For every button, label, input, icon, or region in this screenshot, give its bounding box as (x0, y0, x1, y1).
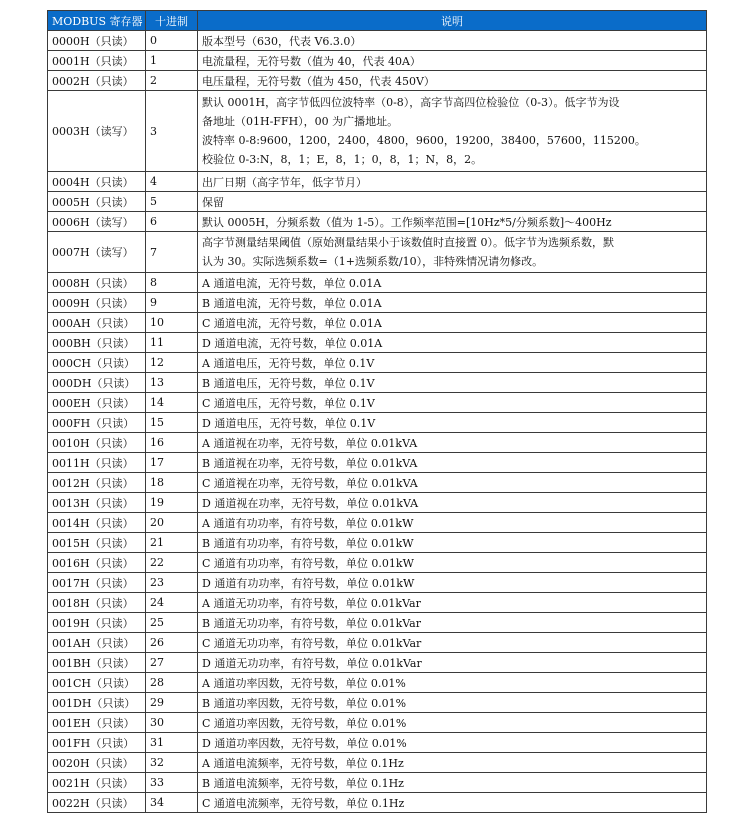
description-cell (198, 553, 707, 573)
table-row (48, 353, 707, 373)
register-address: 0016H（只读） (48, 553, 146, 573)
table-row (48, 413, 707, 433)
decimal-value: 25 (146, 613, 198, 633)
description-line: 校验位 0-3:N，8，1；E，8，1；0，8，1；N，8，2。 (202, 153, 483, 166)
table-body (48, 31, 707, 813)
register-address: 001CH（只读） (48, 673, 146, 693)
description-line: A 通道电压，无符号数，单位 0.1V (202, 356, 375, 370)
description-cell (198, 413, 707, 433)
decimal-value: 3 (146, 91, 198, 172)
decimal-value: 27 (146, 653, 198, 673)
header-description: 说明 (198, 11, 707, 31)
description-cell (198, 293, 707, 313)
description-line: 版本型号（630，代表 V6.3.0） (202, 34, 362, 48)
description-cell (198, 393, 707, 413)
description-cell (198, 313, 707, 333)
register-address: 0021H（只读） (48, 773, 146, 793)
register-address: 0014H（只读） (48, 513, 146, 533)
table-row (48, 493, 707, 513)
table-row (48, 212, 707, 232)
register-address: 000CH（只读） (48, 353, 146, 373)
decimal-value: 26 (146, 633, 198, 653)
table-row (48, 793, 707, 813)
description-cell (198, 493, 707, 513)
decimal-value: 28 (146, 673, 198, 693)
table-row (48, 653, 707, 673)
header-decimal: 十进制 (146, 11, 198, 31)
register-address: 0020H（只读） (48, 753, 146, 773)
description-line: D 通道视在功率，无符号数，单位 0.01kVA (202, 496, 419, 510)
register-address: 000FH（只读） (48, 413, 146, 433)
decimal-value: 1 (146, 51, 198, 71)
register-address: 0015H（只读） (48, 533, 146, 553)
decimal-value: 14 (146, 393, 198, 413)
register-address: 0007H（读写） (48, 232, 146, 273)
table-row (48, 473, 707, 493)
table-row (48, 513, 707, 533)
description-line: 出厂日期（高字节年，低字节月） (202, 175, 367, 189)
register-address: 0009H（只读） (48, 293, 146, 313)
register-table-container (47, 10, 706, 813)
description-line: D 通道有功功率，有符号数，单位 0.01kW (202, 576, 415, 590)
description-cell (198, 713, 707, 733)
description-cell (198, 793, 707, 813)
register-address: 0012H（只读） (48, 473, 146, 493)
decimal-value: 16 (146, 433, 198, 453)
description-line: B 通道无功功率，有符号数，单位 0.01kVar (202, 616, 421, 630)
description-cell (198, 453, 707, 473)
description-line: C 通道视在功率，无符号数，单位 0.01kVA (202, 476, 418, 490)
description-line: B 通道电压，无符号数，单位 0.1V (202, 376, 375, 390)
description-line: D 通道功率因数，无符号数，单位 0.01% (202, 736, 407, 750)
decimal-value: 29 (146, 693, 198, 713)
description-line: B 通道功率因数，无符号数，单位 0.01% (202, 696, 407, 710)
table-row (48, 293, 707, 313)
description-cell (198, 693, 707, 713)
table-row (48, 533, 707, 553)
description-cell (198, 573, 707, 593)
description-line: A 通道功率因数，无符号数，单位 0.01% (202, 676, 406, 690)
decimal-value: 2 (146, 71, 198, 91)
decimal-value: 33 (146, 773, 198, 793)
description-line: C 通道电流频率，无符号数，单位 0.1Hz (202, 796, 405, 810)
description-line: B 通道视在功率，无符号数，单位 0.01kVA (202, 456, 418, 470)
description-line: C 通道功率因数，无符号数，单位 0.01% (202, 716, 407, 730)
decimal-value: 32 (146, 753, 198, 773)
description-line: 默认 0005H，分频系数（值为 1-5）。工作频率范围=[10Hz*5/分频系数]～400Hz (202, 215, 612, 229)
table-row (48, 713, 707, 733)
decimal-value: 7 (146, 232, 198, 273)
register-address: 0006H（读写） (48, 212, 146, 232)
table-row (48, 453, 707, 473)
description-cell (198, 91, 707, 172)
description-line: 波特率 0-8:9600，1200，2400，4800，9600，19200，38400，57600，115200。 (202, 134, 646, 147)
description-line: A 通道视在功率，无符号数，单位 0.01kVA (202, 436, 418, 450)
description-cell (198, 51, 707, 71)
register-address: 0004H（只读） (48, 172, 146, 192)
register-address: 000EH（只读） (48, 393, 146, 413)
table-row (48, 593, 707, 613)
decimal-value: 0 (146, 31, 198, 51)
description-line: B 通道有功功率，有符号数，单位 0.01kW (202, 536, 414, 550)
description-cell (198, 673, 707, 693)
register-address: 000AH（只读） (48, 313, 146, 333)
decimal-value: 15 (146, 413, 198, 433)
description-line: A 通道电流频率，无符号数，单位 0.1Hz (202, 756, 404, 770)
decimal-value: 30 (146, 713, 198, 733)
decimal-value: 6 (146, 212, 198, 232)
table-row (48, 733, 707, 753)
register-address: 0005H（只读） (48, 192, 146, 212)
decimal-value: 21 (146, 533, 198, 553)
description-line: 电流量程，无符号数（值为 40，代表 40A） (202, 54, 421, 68)
description-cell (198, 232, 707, 273)
description-line: 默认 0001H，高字节低四位波特率（0-8），高字节高四位检验位（0-3）。低字节为设 (202, 96, 620, 109)
table-header-row (48, 11, 707, 31)
register-address: 0019H（只读） (48, 613, 146, 633)
table-row (48, 71, 707, 91)
register-address: 001DH（只读） (48, 693, 146, 713)
header-register: MODBUS 寄存器 (48, 11, 146, 31)
description-line: A 通道有功功率，有符号数，单位 0.01kW (202, 516, 414, 530)
decimal-value: 19 (146, 493, 198, 513)
description-line: D 通道电压，无符号数，单位 0.1V (202, 416, 376, 430)
description-line: C 通道有功功率，有符号数，单位 0.01kW (202, 556, 414, 570)
description-line: A 通道电流，无符号数，单位 0.01A (202, 276, 382, 290)
description-cell (198, 433, 707, 453)
description-cell (198, 31, 707, 51)
table-row (48, 773, 707, 793)
table-row (48, 613, 707, 633)
decimal-value: 22 (146, 553, 198, 573)
decimal-value: 24 (146, 593, 198, 613)
description-cell (198, 753, 707, 773)
register-address: 0002H（只读） (48, 71, 146, 91)
description-cell (198, 633, 707, 653)
register-address: 0017H（只读） (48, 573, 146, 593)
table-row (48, 433, 707, 453)
register-address: 0010H（只读） (48, 433, 146, 453)
description-line: D 通道无功功率，有符号数，单位 0.01kVar (202, 656, 422, 670)
description-cell (198, 533, 707, 553)
decimal-value: 9 (146, 293, 198, 313)
register-address: 0018H（只读） (48, 593, 146, 613)
decimal-value: 4 (146, 172, 198, 192)
description-line: 认为 30。实际选频系数=（1+选频系数/10），非特殊情况请勿修改。 (202, 255, 544, 268)
table-row (48, 192, 707, 212)
register-address: 0003H（读写） (48, 91, 146, 172)
description-line: C 通道无功功率，有符号数，单位 0.01kVar (202, 636, 422, 650)
table-row (48, 313, 707, 333)
register-address: 001EH（只读） (48, 713, 146, 733)
register-address: 0022H（只读） (48, 793, 146, 813)
description-cell (198, 333, 707, 353)
table-row (48, 333, 707, 353)
description-line: 电压量程，无符号数（值为 450，代表 450V） (202, 74, 435, 88)
decimal-value: 31 (146, 733, 198, 753)
description-cell (198, 513, 707, 533)
description-cell (198, 353, 707, 373)
register-address: 000DH（只读） (48, 373, 146, 393)
decimal-value: 13 (146, 373, 198, 393)
description-cell (198, 733, 707, 753)
register-address: 000BH（只读） (48, 333, 146, 353)
decimal-value: 17 (146, 453, 198, 473)
table-row (48, 393, 707, 413)
description-line: 备地址（01H-FFH），00 为广播地址。 (202, 115, 399, 128)
decimal-value: 18 (146, 473, 198, 493)
table-row (48, 673, 707, 693)
description-cell (198, 212, 707, 232)
decimal-value: 5 (146, 192, 198, 212)
decimal-value: 10 (146, 313, 198, 333)
decimal-value: 11 (146, 333, 198, 353)
description-cell (198, 613, 707, 633)
description-cell (198, 192, 707, 212)
description-cell (198, 273, 707, 293)
table-row (48, 51, 707, 71)
description-line: A 通道无功功率，有符号数，单位 0.01kVar (202, 596, 421, 610)
register-address: 001AH（只读） (48, 633, 146, 653)
description-cell (198, 373, 707, 393)
table-row (48, 633, 707, 653)
description-cell (198, 773, 707, 793)
description-line: B 通道电流，无符号数，单位 0.01A (202, 296, 382, 310)
register-address: 0013H（只读） (48, 493, 146, 513)
table-row (48, 232, 707, 273)
description-line: C 通道电压，无符号数，单位 0.1V (202, 396, 375, 410)
register-address: 0000H（只读） (48, 31, 146, 51)
table-row (48, 172, 707, 192)
table-row (48, 91, 707, 172)
table-row (48, 273, 707, 293)
register-address: 0008H（只读） (48, 273, 146, 293)
register-address: 001FH（只读） (48, 733, 146, 753)
table-row (48, 573, 707, 593)
description-cell (198, 172, 707, 192)
description-line: C 通道电流，无符号数，单位 0.01A (202, 316, 382, 330)
decimal-value: 8 (146, 273, 198, 293)
table-row (48, 31, 707, 51)
register-address: 0001H（只读） (48, 51, 146, 71)
description-line: 高字节测量结果阈值（原始测量结果小于该数值时直接置 0）。低字节为选频系数，默 (202, 236, 614, 249)
table-row (48, 693, 707, 713)
table-row (48, 753, 707, 773)
description-line: 保留 (202, 195, 224, 209)
description-line: B 通道电流频率，无符号数，单位 0.1Hz (202, 776, 404, 790)
modbus-register-table (47, 10, 707, 813)
description-cell (198, 473, 707, 493)
decimal-value: 12 (146, 353, 198, 373)
decimal-value: 34 (146, 793, 198, 813)
description-line: D 通道电流，无符号数，单位 0.01A (202, 336, 383, 350)
register-address: 001BH（只读） (48, 653, 146, 673)
register-address: 0011H（只读） (48, 453, 146, 473)
table-row (48, 373, 707, 393)
description-cell (198, 593, 707, 613)
decimal-value: 23 (146, 573, 198, 593)
table-row (48, 553, 707, 573)
decimal-value: 20 (146, 513, 198, 533)
description-cell (198, 653, 707, 673)
description-cell (198, 71, 707, 91)
